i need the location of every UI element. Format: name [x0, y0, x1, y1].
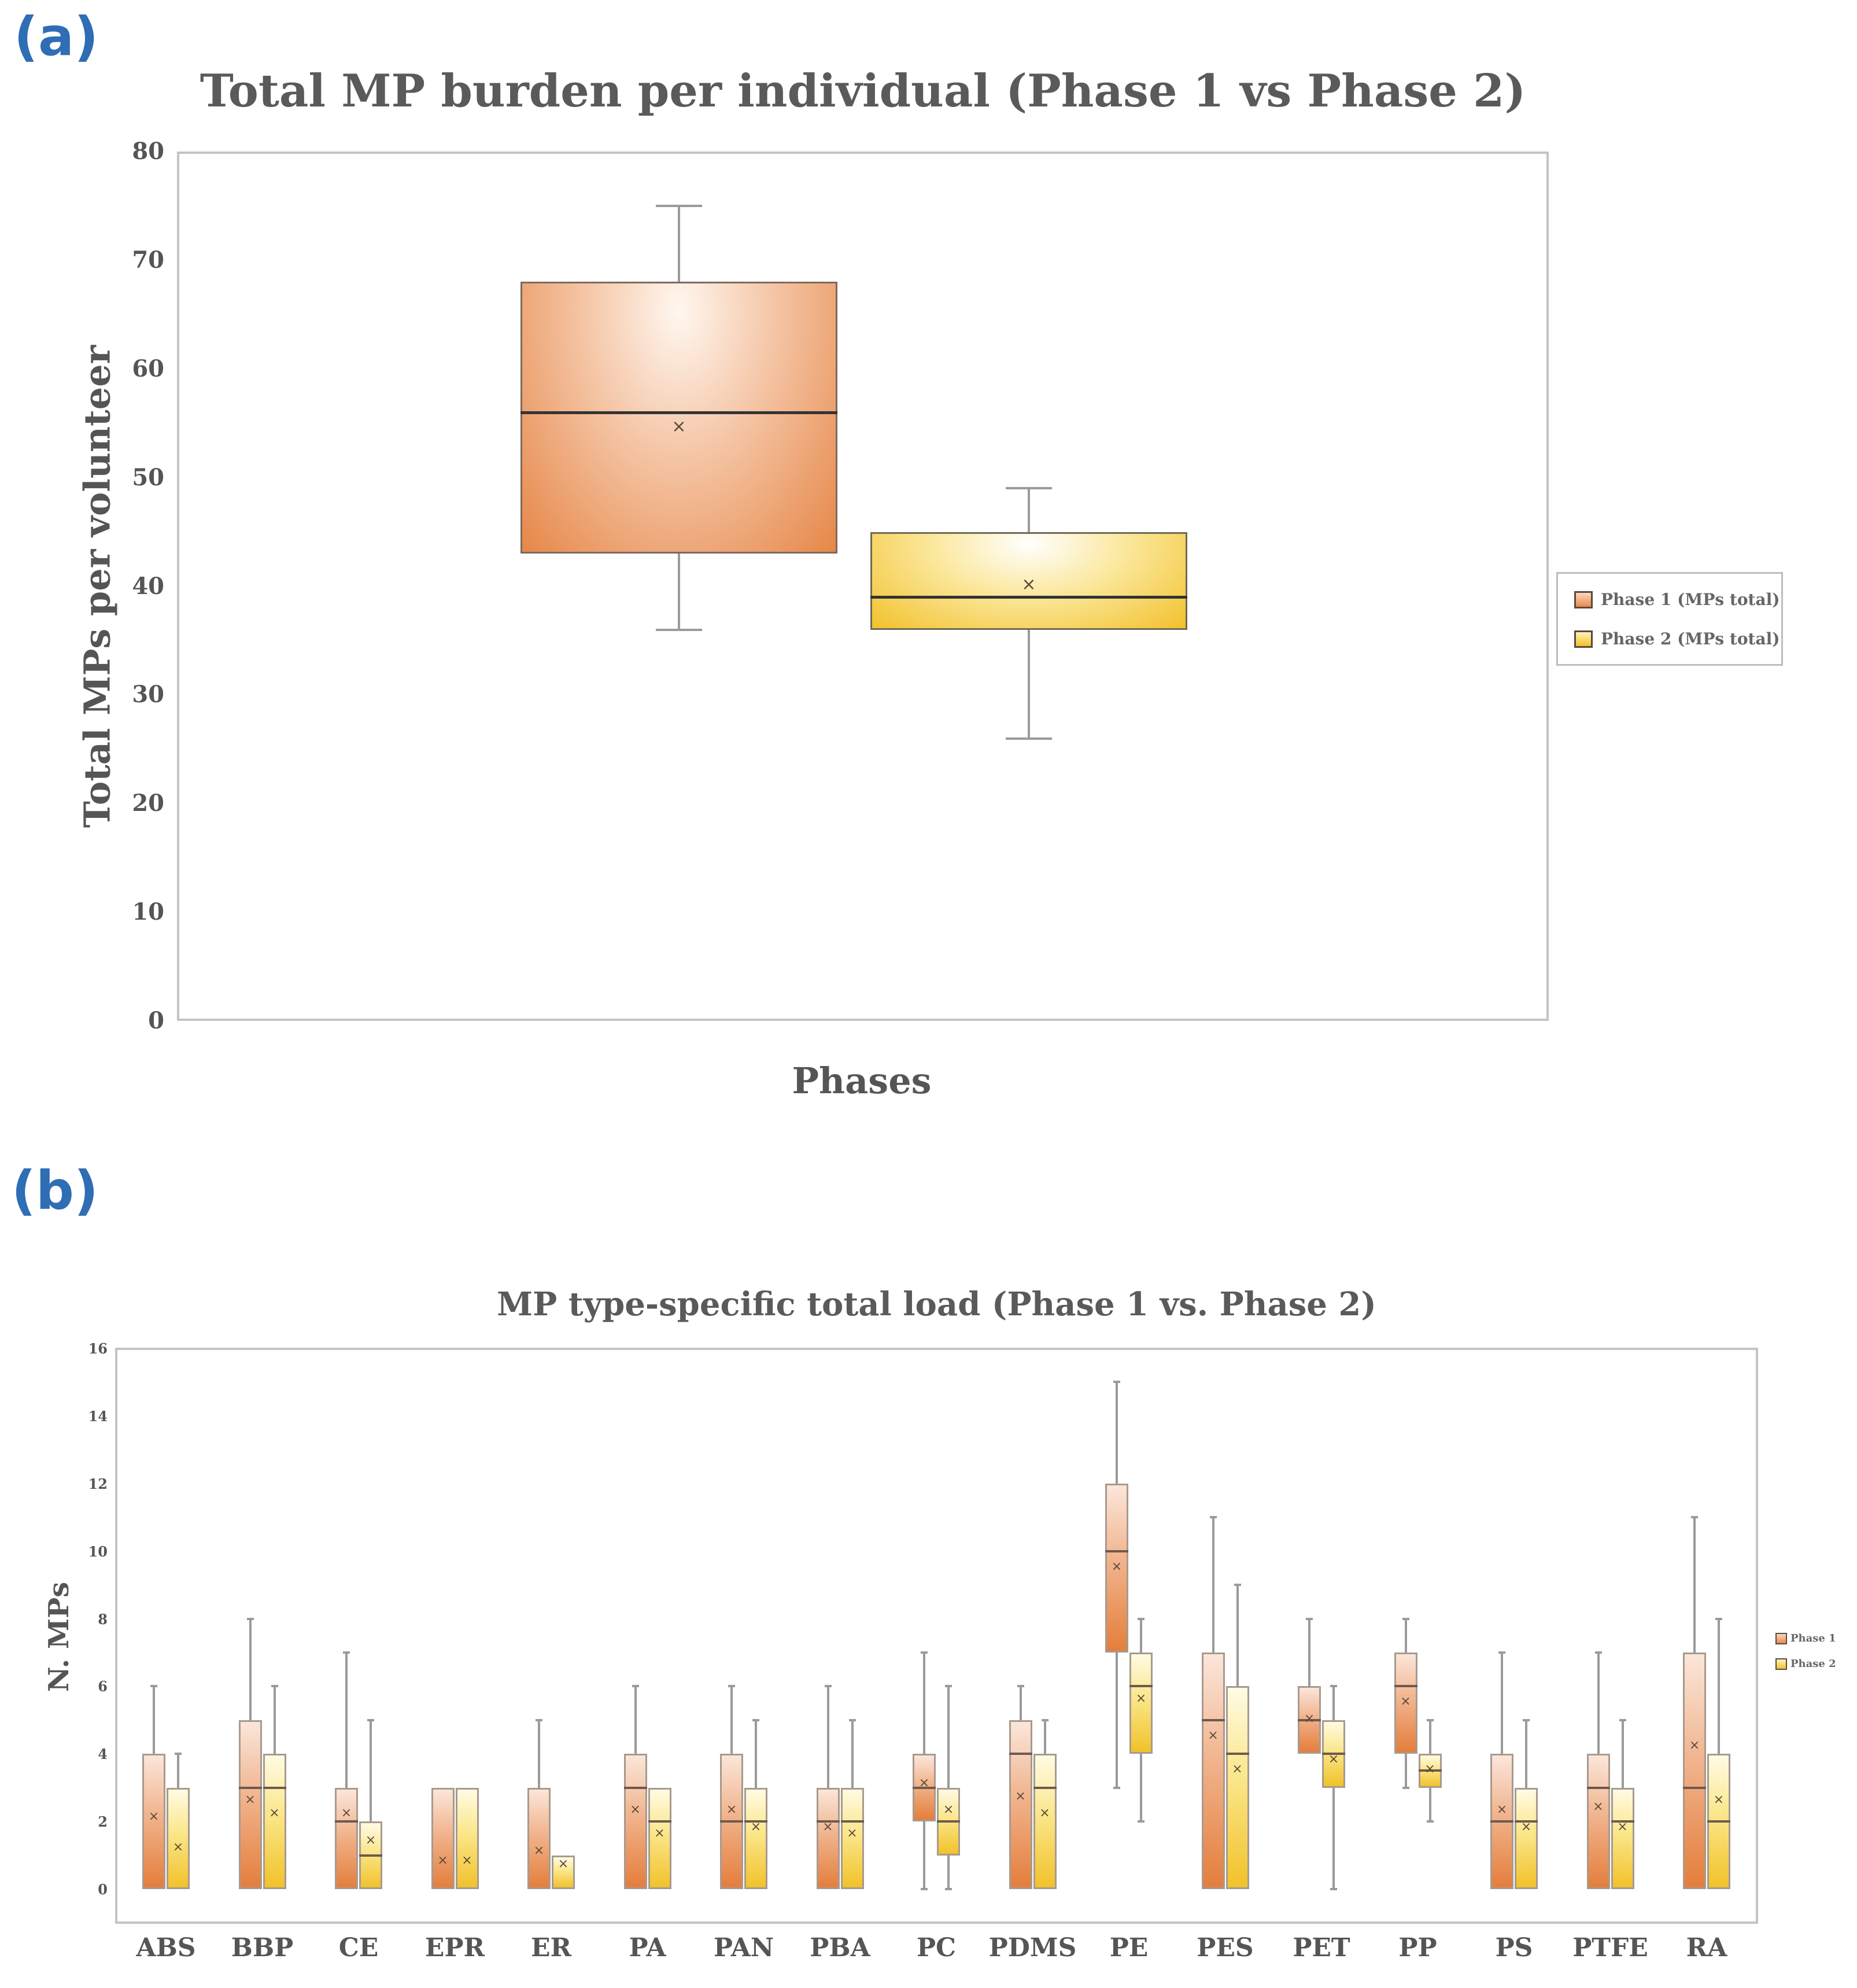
phase-1-upper-whisker — [678, 206, 680, 282]
ce-phase-2-median-line — [359, 1854, 382, 1857]
pan-phase-2-box — [744, 1788, 767, 1889]
phase-1-mean-marker-icon: × — [671, 416, 686, 437]
phase-2-mean-marker-icon: × — [1021, 574, 1036, 595]
pdms-phase-1-mean-marker-icon: × — [1015, 1789, 1026, 1804]
ps-phase-1-upper-cap — [1498, 1651, 1505, 1654]
ra-phase-1-upper-whisker — [1693, 1517, 1696, 1653]
phase-1-swatch-icon — [1574, 591, 1593, 608]
epr-phase-2-mean-marker-icon: × — [462, 1853, 472, 1868]
pes-phase-2-upper-whisker — [1236, 1585, 1239, 1686]
pan-phase-1-mean-marker-icon: × — [726, 1802, 737, 1817]
ptfe-phase-2-upper-cap — [1619, 1719, 1626, 1721]
pan-phase-2-mean-marker-icon: × — [750, 1819, 762, 1834]
y-tick-label: 0 — [148, 1007, 164, 1034]
pan-phase-2-upper-whisker — [755, 1720, 757, 1788]
abs-phase-2-box — [167, 1788, 190, 1889]
y-tick-label: 20 — [132, 790, 164, 817]
pp-phase-2-upper-cap — [1427, 1719, 1434, 1721]
ps-phase-2-upper-cap — [1523, 1719, 1530, 1721]
ra-phase-2-upper-whisker — [1718, 1619, 1720, 1754]
ra-phase-1-box — [1683, 1653, 1706, 1889]
ptfe-phase-1-box — [1587, 1754, 1610, 1889]
x-tick-label: PBA — [810, 1933, 870, 1963]
ps-phase-1-upper-whisker — [1501, 1653, 1503, 1754]
pp-phase-2-mean-marker-icon: × — [1424, 1762, 1435, 1777]
y-tick-label: 0 — [98, 1881, 108, 1898]
pba-phase-2-median-line — [841, 1820, 864, 1823]
y-tick-label: 4 — [98, 1746, 108, 1763]
pba-phase-1-box — [817, 1788, 840, 1889]
pe-phase-1-upper-whisker — [1116, 1382, 1118, 1483]
phase-1-upper-cap — [656, 205, 702, 207]
pe-phase-2-mean-marker-icon: × — [1135, 1691, 1147, 1706]
er-phase-1-box — [527, 1788, 551, 1889]
pes-phase-2-median-line — [1226, 1753, 1249, 1755]
x-tick-label: PES — [1197, 1933, 1254, 1963]
pe-phase-1-median-line — [1105, 1550, 1128, 1552]
pes-phase-1-upper-whisker — [1212, 1517, 1214, 1653]
ptfe-phase-2-mean-marker-icon: × — [1617, 1819, 1628, 1834]
phase-2-lower-cap — [1006, 737, 1052, 740]
y-tick-label: 40 — [132, 572, 164, 600]
er-phase-2-mean-marker-icon: × — [558, 1856, 569, 1871]
pc-phase-1-upper-cap — [921, 1651, 928, 1654]
pa-phase-1-upper-whisker — [634, 1686, 637, 1754]
pc-phase-1-lower-cap — [921, 1888, 928, 1890]
x-tick-label: PDMS — [988, 1933, 1077, 1963]
epr-phase-2-box — [456, 1788, 479, 1889]
chart-a-y-axis-title: Total MPs per volunteer — [76, 345, 119, 828]
x-tick-label: ABS — [136, 1933, 196, 1963]
x-tick-label: PET — [1293, 1933, 1350, 1963]
chart-a-legend — [1556, 572, 1783, 666]
x-tick-label: PAN — [713, 1933, 774, 1963]
x-tick-label: PP — [1398, 1933, 1437, 1963]
phase-1-median-line — [520, 411, 837, 414]
ptfe-phase-2-box — [1611, 1788, 1634, 1889]
chart-a-title: Total MP burden per individual (Phase 1 vs Phase 2) — [200, 65, 1526, 117]
ce-phase-1-median-line — [335, 1820, 358, 1823]
ce-phase-1-box — [335, 1788, 358, 1889]
pp-phase-1-lower-cap — [1402, 1787, 1409, 1789]
pet-phase-2-lower-whisker — [1332, 1788, 1335, 1889]
ce-phase-2-mean-marker-icon: × — [365, 1832, 376, 1847]
ce-phase-1-mean-marker-icon: × — [341, 1806, 352, 1821]
pdms-phase-2-median-line — [1033, 1787, 1057, 1789]
pp-phase-1-median-line — [1394, 1685, 1417, 1687]
er-phase-1-upper-cap — [536, 1719, 542, 1721]
x-tick-label: PE — [1109, 1933, 1149, 1963]
y-tick-label: 2 — [98, 1813, 108, 1831]
pba-phase-2-upper-whisker — [851, 1720, 854, 1788]
ps-phase-1-mean-marker-icon: × — [1496, 1802, 1508, 1817]
pdms-phase-2-upper-whisker — [1044, 1720, 1046, 1754]
ra-phase-2-mean-marker-icon: × — [1713, 1792, 1725, 1807]
pe-phase-2-lower-whisker — [1140, 1754, 1142, 1821]
phase-2-upper-whisker — [1028, 488, 1030, 532]
pp-phase-1-mean-marker-icon: × — [1400, 1694, 1411, 1709]
panel-label-a: (a) — [14, 6, 99, 68]
epr-phase-1-box — [431, 1788, 455, 1889]
ptfe-phase-1-upper-whisker — [1597, 1653, 1600, 1754]
bbp-phase-1-upper-cap — [247, 1618, 254, 1620]
legend-label: Phase 1 (MPs total) — [1601, 590, 1780, 609]
pes-phase-1-mean-marker-icon: × — [1208, 1728, 1219, 1743]
bbp-phase-2-upper-whisker — [274, 1686, 276, 1754]
bbp-phase-1-upper-whisker — [249, 1619, 252, 1720]
pes-phase-2-mean-marker-icon: × — [1232, 1762, 1243, 1777]
ce-phase-2-upper-whisker — [370, 1720, 372, 1821]
pet-phase-2-upper-cap — [1330, 1685, 1337, 1687]
x-tick-label: BBP — [231, 1933, 294, 1963]
pan-phase-1-median-line — [720, 1820, 743, 1823]
y-tick-label: 30 — [132, 681, 164, 709]
pe-phase-2-upper-whisker — [1140, 1619, 1142, 1653]
pc-phase-1-mean-marker-icon: × — [918, 1775, 930, 1790]
x-tick-label: PC — [916, 1933, 957, 1963]
pc-phase-2-lower-whisker — [947, 1856, 950, 1889]
ce-phase-1-upper-whisker — [345, 1653, 348, 1788]
bbp-phase-2-upper-cap — [271, 1685, 278, 1687]
pes-phase-1-box — [1202, 1653, 1225, 1889]
pan-phase-2-upper-cap — [752, 1719, 759, 1721]
x-tick-label: PA — [629, 1933, 666, 1963]
abs-phase-1-upper-whisker — [153, 1686, 155, 1754]
pba-phase-1-upper-cap — [825, 1685, 832, 1687]
phase-1-lower-whisker — [678, 554, 680, 630]
abs-phase-2-mean-marker-icon: × — [172, 1839, 184, 1854]
pa-phase-2-mean-marker-icon: × — [654, 1826, 665, 1841]
ptfe-phase-2-upper-whisker — [1622, 1720, 1624, 1788]
pet-phase-2-upper-whisker — [1332, 1686, 1335, 1720]
legend-item-phase-1 — [1574, 590, 1780, 609]
pba-phase-2-upper-cap — [849, 1719, 856, 1721]
ce-phase-2-upper-cap — [367, 1719, 374, 1721]
y-tick-label: 6 — [98, 1678, 108, 1695]
ce-phase-1-upper-cap — [343, 1651, 350, 1654]
pan-phase-1-upper-whisker — [730, 1686, 733, 1754]
pc-phase-1-upper-whisker — [923, 1653, 925, 1754]
pe-phase-2-median-line — [1129, 1685, 1153, 1687]
y-tick-label: 80 — [132, 138, 164, 165]
ptfe-phase-1-mean-marker-icon: × — [1593, 1799, 1604, 1814]
legend-item-phase-2 — [1574, 629, 1780, 648]
pba-phase-1-upper-whisker — [827, 1686, 829, 1787]
pe-phase-2-upper-cap — [1138, 1618, 1145, 1620]
ps-phase-2-upper-whisker — [1525, 1720, 1527, 1788]
y-tick-label: 60 — [132, 355, 164, 382]
y-tick-label: 10 — [88, 1543, 108, 1560]
ps-phase-2-box — [1515, 1788, 1538, 1889]
pdms-phase-1-median-line — [1009, 1753, 1032, 1755]
pp-phase-2-lower-cap — [1427, 1820, 1434, 1823]
pa-phase-1-upper-cap — [632, 1685, 639, 1687]
ptfe-phase-1-median-line — [1587, 1787, 1610, 1789]
pp-phase-2-upper-whisker — [1429, 1720, 1431, 1754]
chart-b-y-axis-title: N. MPs — [43, 1581, 75, 1692]
pba-phase-2-mean-marker-icon: × — [847, 1826, 858, 1841]
ra-phase-1-mean-marker-icon: × — [1689, 1738, 1700, 1753]
y-tick-label: 16 — [88, 1340, 108, 1357]
er-phase-1-mean-marker-icon: × — [533, 1843, 545, 1858]
phase-2-median-line — [870, 596, 1187, 599]
abs-phase-2-upper-whisker — [177, 1754, 179, 1787]
pe-phase-1-lower-whisker — [1116, 1653, 1118, 1788]
phase-2-swatch-icon — [1775, 1658, 1787, 1670]
ra-phase-1-upper-cap — [1691, 1516, 1698, 1518]
ps-phase-2-mean-marker-icon: × — [1520, 1819, 1532, 1834]
phase-2-upper-cap — [1006, 487, 1052, 489]
y-tick-label: 10 — [132, 898, 164, 926]
pc-phase-2-mean-marker-icon: × — [943, 1802, 954, 1817]
abs-phase-1-mean-marker-icon: × — [148, 1809, 160, 1824]
bbp-phase-1-mean-marker-icon: × — [245, 1792, 256, 1807]
phase-1-lower-cap — [656, 629, 702, 631]
pan-phase-1-upper-cap — [728, 1685, 735, 1687]
phase-2-swatch-icon — [1574, 630, 1593, 648]
pe-phase-1-upper-cap — [1113, 1381, 1120, 1383]
pe-phase-2-lower-cap — [1138, 1820, 1145, 1823]
phase-1-swatch-icon — [1775, 1633, 1787, 1644]
pet-phase-2-mean-marker-icon: × — [1328, 1751, 1339, 1766]
pc-phase-2-upper-cap — [945, 1685, 952, 1687]
pa-phase-1-median-line — [624, 1787, 647, 1789]
pa-phase-2-median-line — [648, 1820, 671, 1823]
pc-phase-1-lower-whisker — [923, 1821, 925, 1889]
pba-phase-1-mean-marker-icon: × — [822, 1819, 833, 1834]
pdms-phase-2-upper-cap — [1042, 1719, 1049, 1721]
bbp-phase-2-box — [263, 1754, 286, 1889]
pp-phase-1-upper-cap — [1402, 1618, 1409, 1620]
chart-a-x-axis-title: Phases — [792, 1060, 932, 1102]
pes-phase-1-upper-cap — [1210, 1516, 1217, 1518]
legend-label: Phase 2 (MPs total) — [1601, 629, 1780, 648]
y-tick-label: 8 — [98, 1610, 108, 1628]
x-tick-label: PS — [1495, 1933, 1533, 1963]
legend-label: Phase 1 — [1790, 1632, 1836, 1644]
abs-phase-2-upper-cap — [175, 1753, 182, 1755]
legend-item-phase-1 — [1775, 1632, 1836, 1644]
pa-phase-1-box — [624, 1754, 647, 1889]
y-tick-label: 14 — [88, 1407, 108, 1425]
pc-phase-2-lower-cap — [945, 1888, 952, 1890]
pp-phase-1-lower-whisker — [1405, 1754, 1407, 1787]
ra-phase-2-upper-cap — [1715, 1618, 1722, 1620]
pdms-phase-2-box — [1033, 1754, 1057, 1889]
ra-phase-1-median-line — [1683, 1787, 1706, 1789]
bbp-phase-2-median-line — [263, 1787, 286, 1789]
pdms-phase-1-upper-whisker — [1020, 1686, 1022, 1720]
y-tick-label: 50 — [132, 463, 164, 491]
epr-phase-1-mean-marker-icon: × — [437, 1853, 448, 1868]
pa-phase-1-mean-marker-icon: × — [630, 1802, 641, 1817]
x-tick-label: EPR — [424, 1933, 485, 1963]
abs-phase-1-upper-cap — [150, 1685, 157, 1687]
pes-phase-1-median-line — [1202, 1719, 1225, 1721]
pet-phase-1-mean-marker-icon: × — [1304, 1711, 1315, 1726]
chart-a-plot-area — [177, 152, 1549, 1021]
pe-phase-1-mean-marker-icon: × — [1111, 1559, 1123, 1574]
pc-phase-2-median-line — [937, 1820, 960, 1823]
y-tick-label: 12 — [88, 1475, 108, 1492]
pc-phase-2-upper-whisker — [947, 1686, 950, 1787]
pdms-phase-1-upper-cap — [1017, 1685, 1024, 1687]
pp-phase-1-upper-whisker — [1405, 1619, 1407, 1653]
pp-phase-2-lower-whisker — [1429, 1788, 1431, 1821]
legend-item-phase-2 — [1775, 1658, 1836, 1670]
ra-phase-2-median-line — [1707, 1820, 1730, 1823]
phase-2-lower-whisker — [1028, 630, 1030, 739]
ps-phase-1-median-line — [1490, 1820, 1513, 1823]
panel-label-b: (b) — [12, 1160, 98, 1222]
pdms-phase-2-mean-marker-icon: × — [1039, 1806, 1050, 1821]
bbp-phase-1-median-line — [239, 1787, 262, 1789]
pet-phase-1-upper-whisker — [1308, 1619, 1310, 1687]
pes-phase-2-box — [1226, 1686, 1249, 1889]
bbp-phase-2-mean-marker-icon: × — [269, 1806, 280, 1821]
x-tick-label: ER — [530, 1933, 572, 1963]
y-tick-label: 70 — [132, 246, 164, 274]
x-tick-label: RA — [1686, 1933, 1727, 1963]
pe-phase-1-lower-cap — [1113, 1787, 1120, 1789]
pdms-phase-1-box — [1009, 1720, 1032, 1889]
pes-phase-2-upper-cap — [1234, 1584, 1241, 1586]
chart-b-title: MP type-specific total load (Phase 1 vs. Phase 2) — [497, 1285, 1376, 1323]
pet-phase-1-upper-cap — [1306, 1618, 1313, 1620]
ptfe-phase-1-upper-cap — [1595, 1651, 1602, 1654]
legend-label: Phase 2 — [1790, 1658, 1836, 1670]
er-phase-1-upper-whisker — [538, 1720, 540, 1788]
x-tick-label: CE — [338, 1933, 379, 1963]
pet-phase-2-lower-cap — [1330, 1888, 1337, 1890]
x-tick-label: PTFE — [1572, 1933, 1648, 1963]
